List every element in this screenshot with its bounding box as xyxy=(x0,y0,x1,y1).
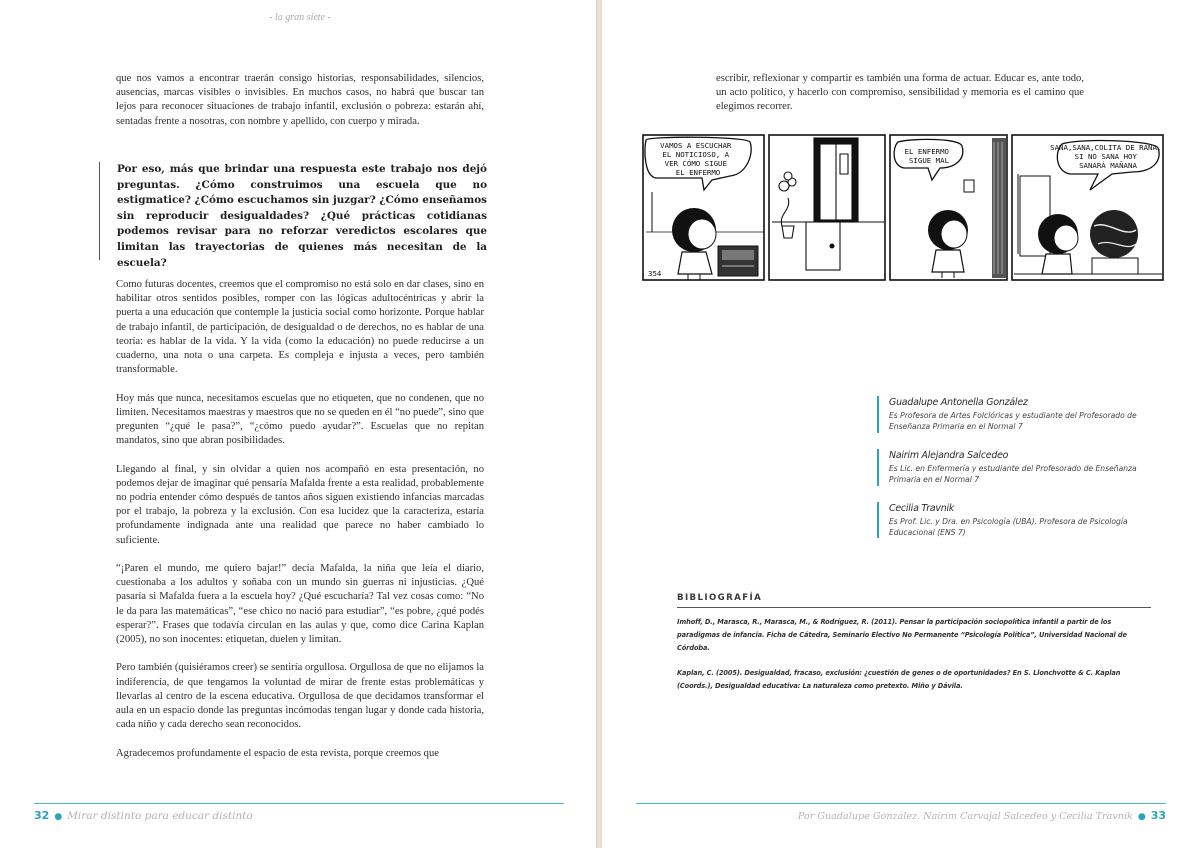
left-footer xyxy=(34,809,253,822)
right-top-paragraph xyxy=(716,72,1084,115)
right-page xyxy=(602,0,1200,848)
strip-number: 354 xyxy=(648,270,662,278)
author-block xyxy=(877,502,1147,539)
bullet-icon: ● xyxy=(1137,812,1146,822)
bibliography-entry: Kaplan, C. (2005). Desigualdad, fracaso, exclusión: ¿cuestión de genes o de oportunidades? En S. Llonchvotte & C. Kaplan (Coords.), Desigualdad educativa: La naturaleza como pretexto. Miño y Dávila. xyxy=(677,669,1121,691)
running-head: - la gran siete - xyxy=(269,12,331,23)
comic-text-line: SIGUE MAL xyxy=(908,156,950,165)
comic-text-line: EL ENFERMO xyxy=(904,147,950,156)
author-block xyxy=(877,396,1147,433)
bibliography xyxy=(677,593,1151,693)
footer-rule xyxy=(34,803,564,804)
comic-panel-2-art xyxy=(772,138,884,270)
author-desc: Es Prof. Lic. y Dra. en Psicología (UBA). Profesora de Psicología Educacional (ENS 7) xyxy=(889,516,1128,538)
paragraph: Pero también (quisiéramos creer) se sentiría orgullosa. Orgullosa de que no elijamos la indiferencia, de que tengamos la voluntad de mirar de frente estas problemáticas y llevarlas al centro de la escena educativa. Orgullosa de que decidamos transformar el aula en un espacio donde las preguntas incómodas tengan lugar y donde cada historia, cada niño y cada derecho sean reconocidos. xyxy=(116,662,484,731)
footer-rule xyxy=(636,803,1166,804)
paragraph: Como futuras docentes, creemos que el compromiso no está solo en dar clases, sino en habilitar otros sentidos posibles, romper con las lógicas adultocéntricas y abrir la puerta a una educación que contemple la justicia social como horizonte. Porque hablar de trabajo infantil, de participación, de desigualdad o de derechos, no es hablar de una teoría: es hablar de la vida. Y la vida (como la educación) no puede reducirse a un cuaderno, una nota o una carpeta. Es compleja e injusta a veces, pero también transformable. xyxy=(116,279,484,376)
comic-text-line: SI NO SANA HOY xyxy=(1074,152,1137,161)
page-number: 32 xyxy=(34,809,50,822)
left-body-text xyxy=(116,278,484,761)
paragraph: escribir, reflexionar y compartir es también una forma de actuar. Educar es, ante todo, un acto político, y hacerlo con compromiso, sensibilidad y memoria es el camino que elegimos recorrer. xyxy=(716,73,1084,113)
bullet-icon: ● xyxy=(54,812,63,822)
author-name: Nairim Alejandra Salcedeo xyxy=(889,449,1009,461)
footer-title: Mirar distinto para educar distinto xyxy=(67,810,253,822)
page-number: 33 xyxy=(1150,809,1166,822)
paragraph: Agradecemos profundamente el espacio de esta revista, porque creemos que xyxy=(116,747,439,759)
right-footer xyxy=(798,809,1166,822)
comic-panel-4-art xyxy=(1014,141,1165,274)
paragraph: “¡Paren el mundo, me quiero bajar!” decía Mafalda, la niña que leía el diario, cuestionaba a los adultos y soñaba con un mundo sin guerras ni injusticias. ¿Qué pasaría si Mafalda fuera a la escuela hoy? ¿Qué escucharía? Tal vez cosas como: “No le da para las matemáticas”, “ese chico no nació para estudiar”, “es pobre, ¿qué podés esperar?”. Frases que todavía circulan en las aulas y que, como dice Carina Kaplan (2005), no son inocentes: etiquetan, duelen y limitan. xyxy=(116,563,484,646)
comic-text-line: EL ENFERMO xyxy=(675,168,721,177)
bibliography-entry: Imhoff, D., Marasca, R., Marasca, M., & Rodríguez, R. (2011). Pensar la participación sociopolítica infantil a partir de los paradigmas de infancia. Ficha de Cátedra, Seminario Electivo No Permanente “Psicología Política”, Universidad Nacional de Córdoba. xyxy=(677,618,1127,652)
author-block xyxy=(877,449,1147,486)
author-name: Guadalupe Antonella González xyxy=(889,397,1028,408)
pullquote: Por eso, más que brindar una respuesta este trabajo nos dejó preguntas. ¿Cómo construimos una escuela que no estigmatice? ¿Cómo escuchamos sin juzgar? ¿Cómo enseñamos sin reproducir desigualdades? ¿Qué prácticas cotidianas podemos revisar para no reforzar veredictos escolares que limitan las trayectorias de quienes más necesitan de la escuela? xyxy=(99,162,487,260)
author-desc: Es Lic. en Enfermería y estudiante del Profesorado de Enseñanza Primaria en el Normal 7 xyxy=(889,463,1137,485)
left-top-paragraph xyxy=(116,72,484,129)
comic-panel-3-art xyxy=(894,138,1006,278)
comic-panel-1-art xyxy=(645,137,764,280)
footer-authors: Por Guadalupe González. Nairim Carvajal Salcedeo y Cecilia Travnik xyxy=(797,811,1133,822)
comic-text-line: EL NOTICIOSO, A xyxy=(662,150,730,159)
authors-list xyxy=(877,396,1147,554)
svg-text:EL ENFERMO SIGUE MAL xyxy=(905,147,954,165)
author-desc: Es Profesora de Artes Folclóricas y estudiante del Profesorado de Enseñanza Primaria en el Normal 7 xyxy=(889,411,1137,432)
comic-strip xyxy=(642,134,1165,282)
author-name: Cecilia Travnik xyxy=(889,502,955,514)
comic-text-line: VAMOS A ESCUCHAR xyxy=(660,141,732,150)
left-page xyxy=(0,0,598,848)
comic-text-line: SANARÁ MAÑANA xyxy=(1079,161,1137,170)
bibliography-title: BIBLIOGRAFÍA xyxy=(677,593,1151,608)
paragraph: que nos vamos a encontrar traerán consigo historias, responsabilidades, silencios, ausencias, marcas visibles o invisibles. En muchos casos, no habrá que buscar tan lejos para reconocer situaciones de trabajo infantil, exclusión o pobreza: estarán ahí, sentadas frente a nosotras, con nombre y apellido, con cuerpo y mirada. xyxy=(116,73,484,127)
comic-text-line: SANA,SANA,COLITA DE RANA, xyxy=(1050,143,1162,152)
comic-text-line: VER CÓMO SIGUE xyxy=(664,159,727,168)
paragraph: Hoy más que nunca, necesitamos escuelas que no etiqueten, que no condenen, que no limiten. Necesitamos maestras y maestros que no se queden en él “no puede”, sino que pregunten “¿qué le pasa?”, “¿cómo puedo ayudar?”. Escuelas que no repitan mandatos, sino que abran posibilidades. xyxy=(116,392,484,447)
paragraph: Llegando al final, y sin olvidar a quien nos acompañó en esta presentación, no podemos dejar de imaginar qué pensaría Mafalda frente a esta realidad, probablemente no podría entender cómo después de tantos años siguen existiendo infancias marcadas por el trabajo, la pobreza y la exclusión. Con esa lucidez que la caracteriza, estaría profundamente indignada ante una realidad que parece no haber cambiado lo suficiente. xyxy=(116,463,484,546)
